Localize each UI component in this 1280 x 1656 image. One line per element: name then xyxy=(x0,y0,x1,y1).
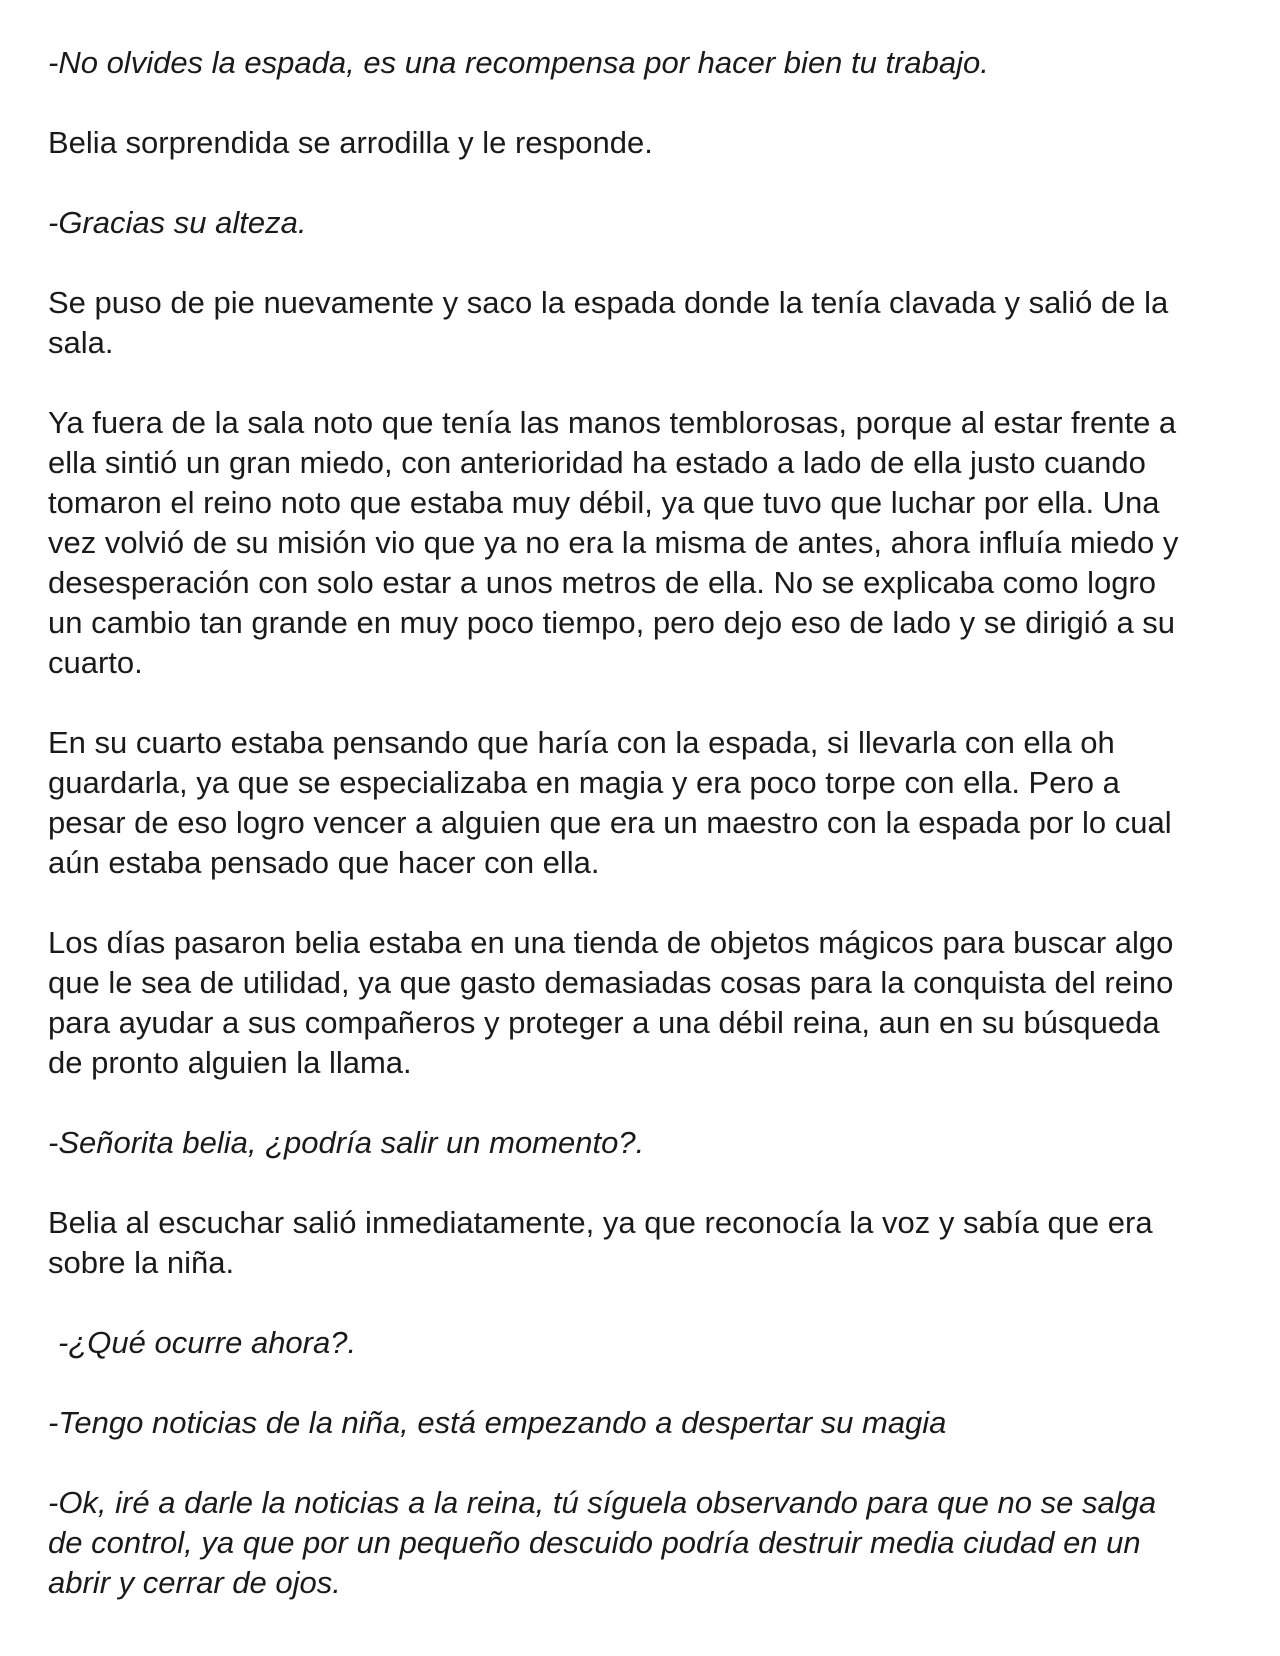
dialogue-paragraph: -Señorita belia, ¿podría salir un momento?. xyxy=(48,1125,645,1160)
narration-paragraph: Belia al escuchar salió inmediatamente, ya que reconocía la voz y sabía que era sobre la niña. xyxy=(48,1205,1153,1280)
narration-paragraph: Belia sorprendida se arrodilla y le responde. xyxy=(48,125,653,160)
dialogue-paragraph: -¿Qué ocurre ahora?. xyxy=(58,1325,357,1360)
narration-paragraph: Ya fuera de la sala noto que tenía las manos temblorosas, porque al estar frente a ella sintió un gran miedo, con anterioridad ha estado a lado de ella justo cuando tomaron el reino noto que estaba muy débil, ya que tuvo que luchar por ella. Una vez volvió de su misión vio que ya no era la misma de antes, ahora influía miedo y desesperación con solo estar a unos metros de ella. No se explicaba como logro un cambio tan grande en muy poco tiempo, pero dejo eso de lado y se dirigió a su cuarto. xyxy=(48,405,1179,680)
narration-paragraph: Los días pasaron belia estaba en una tienda de objetos mágicos para buscar algo que le sea de utilidad, ya que gasto demasiadas cosas para la conquista del reino para ayudar a sus compañeros y proteger a una débil reina, aun en su búsqueda de pronto alguien la llama. xyxy=(48,925,1174,1080)
dialogue-paragraph: -No olvides la espada, es una recompensa por hacer bien tu trabajo. xyxy=(48,45,989,80)
dialogue-paragraph: -Ok, iré a darle la noticias a la reina, tú síguela observando para que no se salga de control, ya que por un pequeño descuido podría destruir media ciudad en un abrir y cerrar de ojos. xyxy=(48,1485,1157,1600)
narration-paragraph: Se puso de pie nuevamente y saco la espada donde la tenía clavada y salió de la sala. xyxy=(48,285,1169,360)
dialogue-paragraph: -Gracias su alteza. xyxy=(48,205,307,240)
narration-paragraph: En su cuarto estaba pensando que haría con la espada, si llevarla con ella oh guardarla, ya que se especializaba en magia y era poco torpe con ella. Pero a pesar de eso logro vencer a alguien que era un maestro con la espada por lo cual aún estaba pensado que hacer con ella. xyxy=(48,725,1172,880)
dialogue-paragraph: -Tengo noticias de la niña, está empezando a despertar su magia xyxy=(48,1405,947,1440)
